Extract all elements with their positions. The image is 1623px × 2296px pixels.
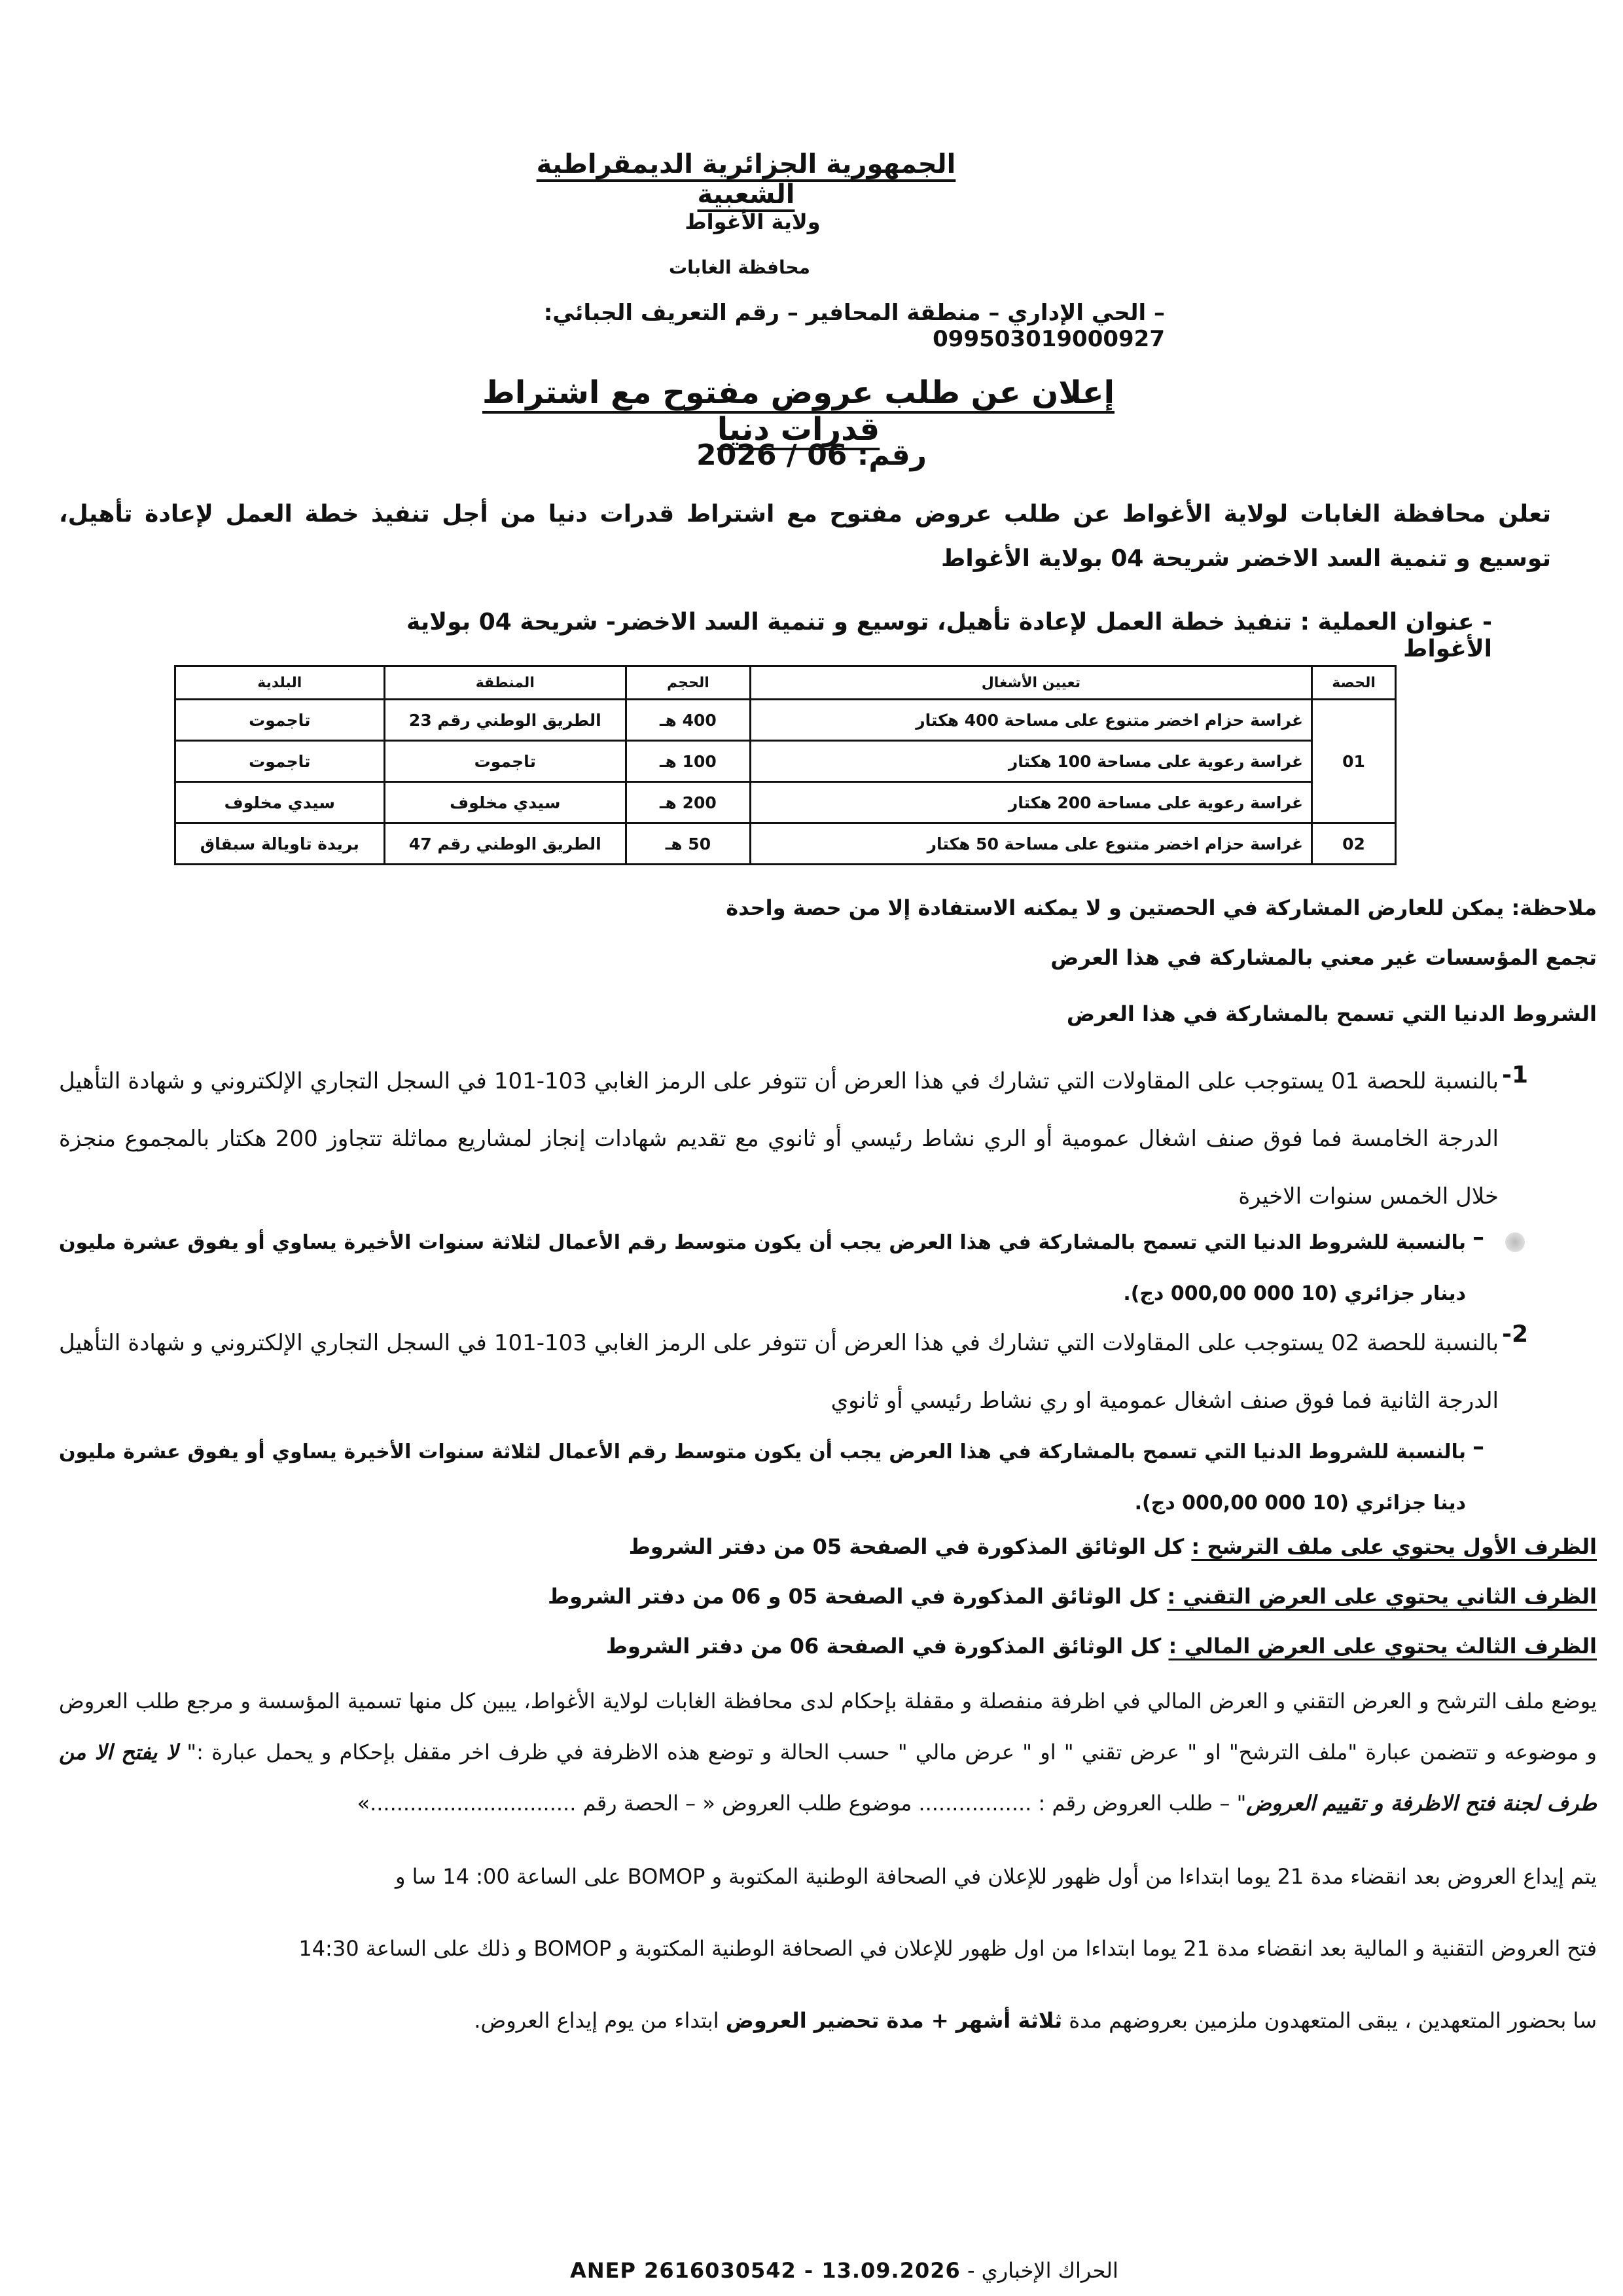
bullet-dash: – (1472, 1224, 1484, 1251)
header-lot: الحصة (1312, 666, 1396, 700)
condition-lot-02: بالنسبة للحصة 02 يستوجب على المقاولات التي تشارك في هذا العرض أن تتوفر على الرمز الغابي 103-101 في السجل التجاري الإلكتروني و شهادة التأهيل الدرجة الثانية فما فوق صنف اشغال عمومية او ري نشاط رئيسي أو ثانوي (59, 1330, 1499, 1414)
cell-volume: 100 هـ (626, 741, 751, 782)
deposit-text-a: يوضع ملف الترشح و العرض التقني و العرض المالي في اظرفة منفصلة و مقفلة بإحكام لدى محافظة الغابات لولاية الأغواط، يبين كل منها تسمية المؤسسة و مرجع طلب العروض و موضوعه و تتضمن عبارة "ملف الترشح" او " عرض تقني " او " عرض مالي " حسب الحالة و توضع هذه الاظرفة في ظرف اخر مقفل بإحكام و يحمل عبارة :" (59, 1689, 1597, 1765)
cell-volume: 50 هـ (626, 823, 751, 865)
header-area: المنطقة (384, 666, 626, 700)
item-number: -2 (1502, 1321, 1528, 1348)
deposit-emphasis: لا يفتح الا من طرف لجنة فتح الاظرفة و تقييم العروض (59, 1740, 1597, 1816)
condition-lot-02-turnover: بالنسبة للشروط الدنيا التي تسمح بالمشاركة في هذا العرض يجب أن يكون متوسط رقم الأعمال لثلاثة سنوات الأخيرة يساوي أو يفوق عشرة مليون دينا جزائري (10 000 000,00 دج). (59, 1441, 1466, 1515)
validity-line (301, 2008, 1597, 2033)
envelope-2-label: الظرف الثاني يحتوي على العرض التقني : (1167, 1584, 1597, 1609)
deposit-text-b: " – طلب العروض رقم : ................. موضوع طلب العروض « – الحصة رقم ...............................» (357, 1791, 1247, 1816)
bullet-dash: – (1472, 1433, 1484, 1460)
table-header-row (175, 666, 1396, 700)
table-row (175, 782, 1396, 823)
envelope-3-text: كل الوثائق المذكورة في الصفحة 06 من دفتر الشروط (605, 1634, 1162, 1659)
anep-reference: ANEP 2616030542 - 13.09.2026 (570, 2258, 961, 2283)
header-works: تعيين الأشغال (750, 666, 1311, 700)
cell-commune: تاجموت (175, 700, 385, 741)
envelope-2-text: كل الوثائق المذكورة في الصفحة 05 و 06 من دفتر الشروط (547, 1584, 1160, 1609)
table-row (175, 741, 1396, 782)
cell-area: تاجموت (384, 741, 626, 782)
envelope-1-text: كل الوثائق المذكورة في الصفحة 05 من دفتر الشروط (628, 1534, 1185, 1559)
note-lots: ملاحظة: يمكن للعارض المشاركة في الحصتين و لا يمكنه الاستفادة إلا من حصة واحدة (726, 895, 1597, 920)
header-commune: البلدية (175, 666, 385, 700)
operation-title: - عنوان العملية : تنفيذ خطة العمل لإعادة تأهيل، توسيع و تنمية السد الاخضر- شريحة 04 بولاية الأغواط (406, 609, 1492, 662)
validity-duration: ثلاثة أشهر + مدة تحضير العروض (725, 2008, 1063, 2033)
table-row (175, 823, 1396, 865)
envelope-2 (524, 1579, 1597, 1614)
address-line: – الحي الإداري – منطقة المحافير – رقم التعريف الجبائي: 099503019000927 (543, 300, 1165, 352)
conditions-title: الشروط الدنيا التي تسمح بالمشاركة في هذا العرض (1066, 1001, 1597, 1026)
cell-lot: 02 (1312, 823, 1396, 865)
republic-heading: الجمهورية الجزائرية الديمقراطية الشعبية (536, 149, 956, 209)
validity-text-c: ابتداء من يوم إيداع العروض. (474, 2008, 726, 2033)
deposit-paragraph (59, 1676, 1597, 1829)
intro-paragraph: تعلن محافظة الغابات لولاية الأغواط عن طلب عروض مفتوح مع اشتراط قدرات دنيا من أجل تنفيذ خطة العمل لإعادة تأهيل، توسيع و تنمية السد الاخضر شريحة 04 بولاية الأغواط (59, 501, 1551, 572)
table-row (175, 700, 1396, 741)
condition-lot-01: بالنسبة للحصة 01 يستوجب على المقاولات التي تشارك في هذا العرض أن تتوفر على الرمز الغابي 103-101 في السجل التجاري الإلكتروني و شهادة التأهيل الدرجة الخامسة فما فوق صنف اشغال عمومية أو الري نشاط رئيسي أو ثانوي مع تقديم شهادات إنجاز لمشاريع مماثلة تتجاوز 200 هكتار بالمجموع منجزة خلال الخمس سنوات الاخيرة (59, 1068, 1499, 1210)
envelope-3-label: الظرف الثالث يحتوي على العرض المالي : (1168, 1634, 1597, 1659)
envelope-1-label: الظرف الأول يحتوي على ملف الترشح : (1191, 1534, 1597, 1559)
cell-volume: 400 هـ (626, 700, 751, 741)
cell-works: غراسة رعوية على مساحة 200 هكتار (750, 782, 1311, 823)
cell-commune: بريدة تاويالة سبقاق (175, 823, 385, 865)
lots-table (174, 665, 1397, 865)
cell-works: غراسة حزام اخضر متنوع على مساحة 400 هكتار (750, 700, 1311, 741)
cell-works: غراسة حزام اخضر متنوع على مساحة 50 هكتار (750, 823, 1311, 865)
cell-volume: 200 هـ (626, 782, 751, 823)
deposit-time: يتم إيداع العروض بعد انقضاء مدة 21 يوما ابتداءا من أول ظهور للإعلان في الصحافة الوطنية المكتوبة و BOMOP على الساعة 00: 14 سا و (395, 1864, 1597, 1889)
announcement-number: رقم: 06 / 2026 (696, 439, 927, 472)
cell-commune: تاجموت (175, 741, 385, 782)
cell-lot: 01 (1312, 700, 1396, 823)
condition-lot-01-turnover: بالنسبة للشروط الدنيا التي تسمح بالمشاركة في هذا العرض يجب أن يكون متوسط رقم الأعمال لثلاثة سنوات الأخيرة يساوي أو يفوق عشرة مليون دينار جزائري (10 000 000,00 دج). (59, 1231, 1466, 1305)
cell-area: الطريق الوطني رقم 47 (384, 823, 626, 865)
footer (517, 2258, 1171, 2283)
source-sep: - (967, 2258, 982, 2283)
opening-time: فتح العروض التقنية و المالية بعد انقضاء مدة 21 يوما ابتداءا من اول ظهور للإعلان في الصحافة الوطنية المكتوبة و BOMOP و ذلك على الساعة 14:30 (298, 1936, 1597, 1961)
note-groupings: تجمع المؤسسات غير معني بالمشاركة في هذا العرض (1050, 945, 1597, 970)
announcement-title: إعلان عن طلب عروض مفتوح مع اشتراط قدرات دنيا (482, 374, 1115, 448)
envelope-1 (524, 1529, 1597, 1564)
envelope-3 (524, 1628, 1597, 1664)
header-volume: الحجم (626, 666, 751, 700)
scan-artifact (1505, 1232, 1525, 1252)
item-number: -1 (1502, 1062, 1528, 1088)
wilaya-heading: ولاية الأغواط (685, 209, 821, 234)
cell-area: الطريق الوطني رقم 23 (384, 700, 626, 741)
cell-commune: سيدي مخلوف (175, 782, 385, 823)
cell-works: غراسة رعوية على مساحة 100 هكتار (750, 741, 1311, 782)
cell-area: سيدي مخلوف (384, 782, 626, 823)
newspaper-name: الحراك الإخباري (981, 2258, 1118, 2283)
directorate-heading: محافظة الغابات (669, 257, 810, 278)
validity-text-a: سا بحضور المتعهدين ، يبقى المتعهدون ملزمين بعروضهم مدة (1062, 2008, 1597, 2033)
